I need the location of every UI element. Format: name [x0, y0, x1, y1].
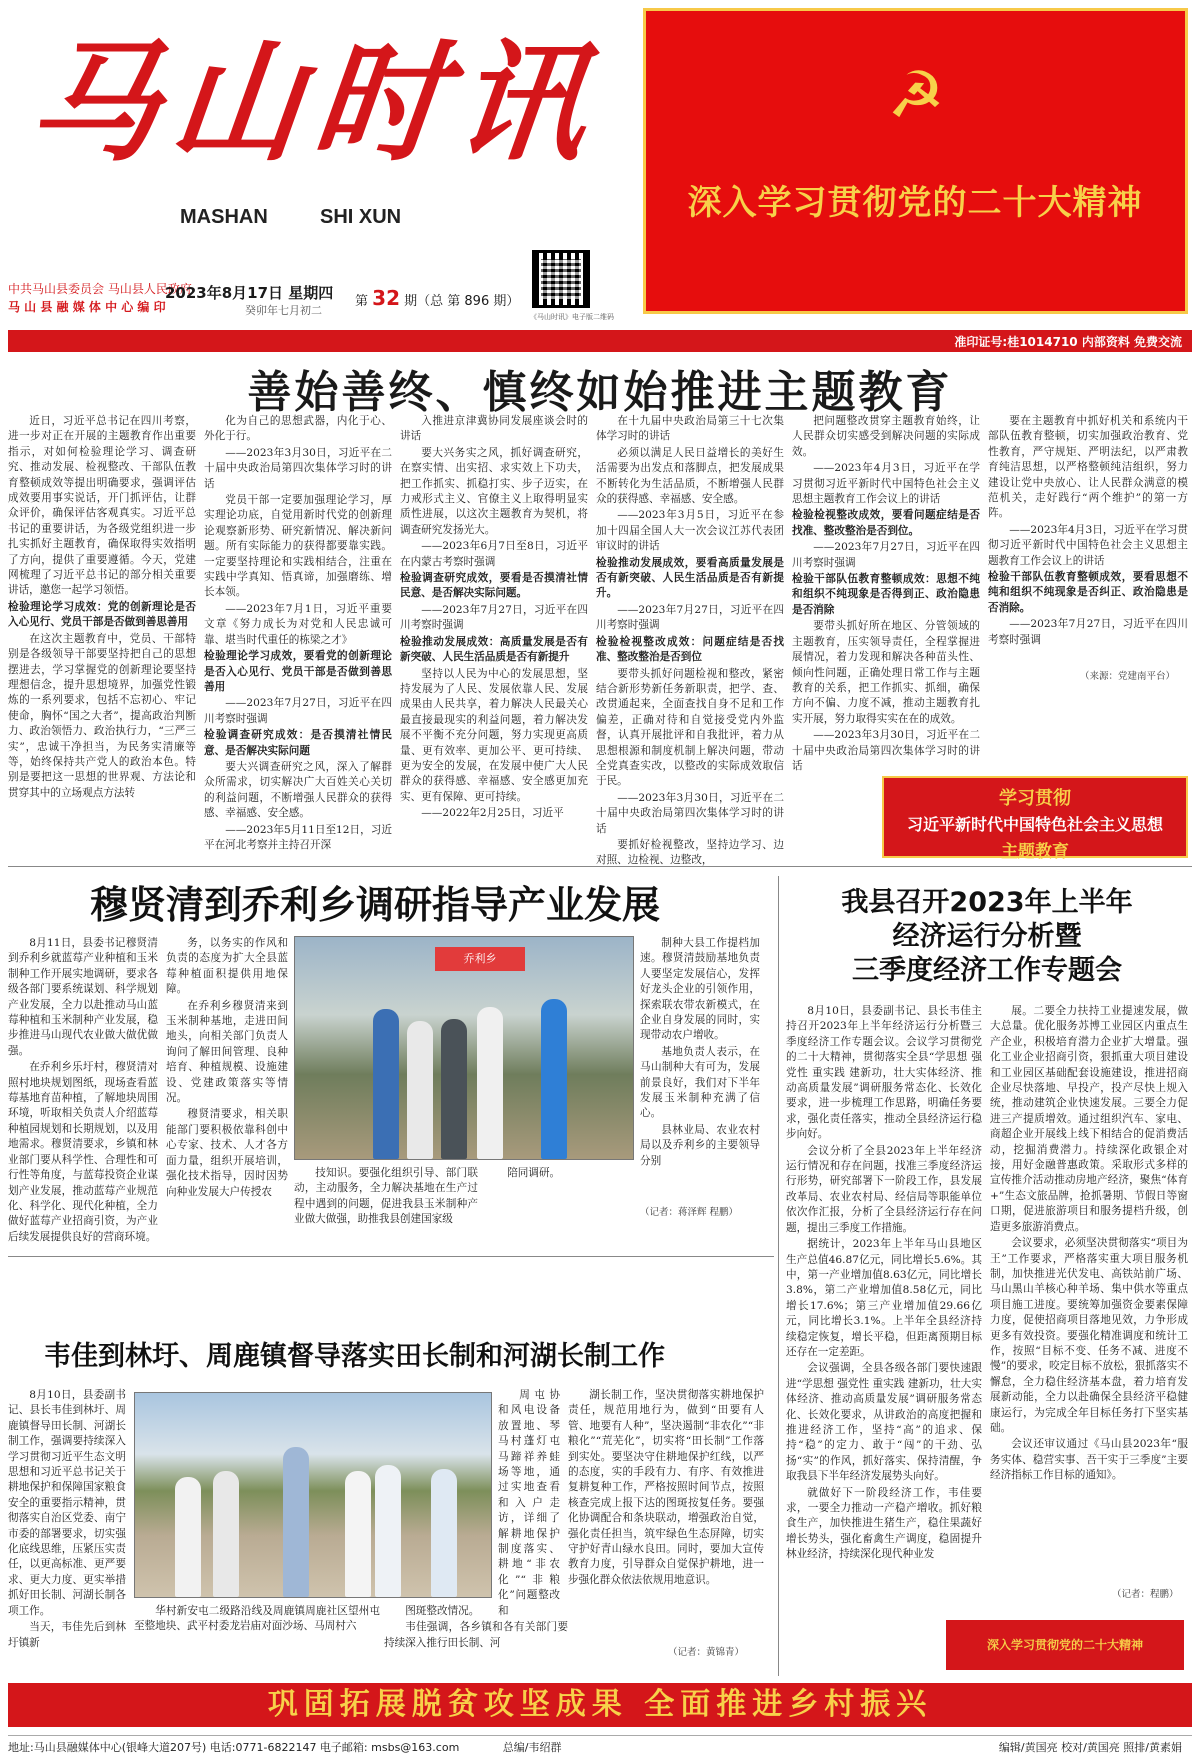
paragraph: 近日，习近平总书记在四川考察，进一步对正在开展的主题教育作出重要指示，对如何检验理论学习、调查研究、推动发展、检视整改、干部队伍教育整顿成效等提出明确要求，强调评估成效要用事实说话，开门抓评估，让群众评价，确保评估客观真实。习近平总书记的重要讲话，为各级党组织进一步扎实抓好主题教育，确保取得实效指明了方向，提供了重要遵循。今天，党建网梳理了习近平总书记的部分相关重要讲话，邀您一起学习领悟。 [8, 415, 196, 597]
paragraph: 会议还审议通过《马山县2023年“服务实体、稳营实事、吾干实于三季度”主要经济指标工作目标的通知》。 [990, 1438, 1188, 1482]
subheading: 检验干部队伍教育整顿成效，要看思想不纯和组织不纯现象是否纠正、政治隐患是否消除。 [988, 571, 1188, 614]
article4-col5 [568, 1388, 764, 1636]
article4-col4 [498, 1388, 560, 1617]
paragraph: 就做好下一阶段经济工作，韦佳要求，一要全力推动一产稳产增收。抓好粮食生产，加快推进生猪生产，稳住果蔬好增长势头，强化畜禽生产调度，稳固提升林业经济，持续深化现代种业发 [786, 1486, 982, 1561]
paragraph: ——2023年7月1日，习近平重要文章《努力成长为对党和人民忠诚可靠、堪当时代重任的栋梁之才》 [204, 602, 392, 646]
article1-col1 [8, 414, 196, 854]
article1-col4 [596, 414, 784, 867]
paragraph: 穆贤清要求，相关职能部门要积极依靠科创中心专家、技术、人才各方面力量，组织开展培训，强化技术指导，因时因势向种业发展大户传授农 [166, 1108, 288, 1198]
paragraph: ——2023年4月3日，习近平在学习贯彻习近平新时代中国特色社会主义思想主题教育工作会议上的讲话 [988, 523, 1188, 567]
paragraph: 韦佳强调，各乡镇和各有关部门要持续深入推行田长制、河 [384, 1621, 568, 1649]
article1-col2 [204, 414, 392, 854]
meta-bar-text: 准印证号:桂1014710 内部资料 免费交流 [954, 335, 1182, 349]
promo-line-1: 学习贯彻 [999, 788, 1071, 809]
paragraph: ——2022年2月25日，习近平 [421, 807, 564, 820]
issue-no: 32 [372, 286, 400, 310]
paragraph: ——2023年7月27日，习近平在四川考察时强调 [204, 697, 392, 725]
theme-education-promo[interactable] [882, 776, 1188, 862]
article3-caption: （记者：程鹏） [1112, 1589, 1179, 1600]
top-banner-slogan: 深入学习贯彻党的二十大精神 [687, 183, 1143, 223]
article4-col1 [8, 1388, 126, 1666]
article4-col2 [134, 1604, 380, 1666]
article3-headline-line1: 我县召开2023年上半年 [841, 887, 1133, 918]
paragraph: 图斑整改情况。 [405, 1605, 480, 1617]
paragraph: 会议分析了全县2023年上半年经济运行情况和存在问题，找准三季度经济运行形势，研究部署下一阶段工作，县发展改革局、农业农村局、经信局等职能单位依次作汇报，分析了全县经济运行存在问题，提出三季度工作措施。 [786, 1144, 982, 1234]
paragraph: ——2023年4月3日，习近平在学习贯彻习近平新时代中国特色社会主义思想主题教育工作会议上的讲话 [792, 462, 980, 506]
paragraph: 技知识。要强化组织引导、部门联动，主动服务，全力解决基地在生产过程中遇到的问题，促进我县玉米制种产业做大做强，助推我县创建国家级 [294, 1167, 478, 1226]
article1-headline: 善始善终、慎终如始推进主题教育 [247, 367, 953, 418]
masthead-pinyin-left: MASHAN [180, 206, 268, 228]
subheading: 检验调查研究成效，要看是否摸清社情民意、是否解决实际问题。 [400, 572, 588, 600]
qr-caption: 《马山时讯》电子版二维码 [530, 313, 614, 321]
masthead-title: 马山时讯 [22, 26, 607, 179]
article4-photo [134, 1392, 492, 1598]
paragraph: ——2023年6月7日至8日，习近平在内蒙古考察时强调 [400, 540, 588, 568]
paragraph: 在这次主题教育中，党员、干部特别是各级领导干部要坚持把自己的思想摆进去，学习掌握党的创新理论要坚持理想信念，提升思想境界，加强党性锻炼的一系列要求，包括不忘初心、牢记使命，胸怀“国之大者”，提高政治判断力、政治领悟力、政治执行力，“三严三实”，忠诚干净担当，为民务实清廉等等，始终保持共产党人的政治本色。特别是要把这一思想的世界观、方法论和贯穿其中的立场观点方法转 [8, 632, 196, 799]
paragraph: 华村新安屯二级路沿线及周鹿镇周鹿社区望州屯至整地块、武平村委龙岩庙对面沙场、马周村六 [134, 1605, 380, 1633]
paragraph: ——2023年7月27日，习近平在四川考察时强调 [988, 618, 1188, 646]
footer-address: 地址:马山县融媒体中心(银峰大道207号) 电话:0771-6822147 电子邮箱: msbs@163.com [8, 1741, 460, 1754]
paragraph: ——2023年7月27日，习近平在四川考察时强调 [792, 541, 980, 569]
top-banner [643, 8, 1188, 314]
promo-line-3: 主题教育 [1001, 842, 1069, 862]
paragraph: 要带头抓好所在地区、分管领域的主题教育，压实领导责任，全程掌握进展情况，着力发现和解决各种苗头性、倾向性问题，正确处理日常工作与主题教育的关系，把工作抓实、抓细，确保方向不偏、力度不减，推动主题教育扎实开展，努力取得实实在在的成效。 [792, 620, 980, 725]
paragraph: ——2023年3月30日，习近平在二十届中央政治局第四次集体学习时的讲话 [204, 446, 392, 490]
org-line-2: 马 山 县 融 媒 体 中 心 编 印 [8, 300, 166, 314]
paragraph: 8月10日，县委副书记、县长韦佳到林圩、周鹿镇督导田长制、河湖长制工作，强调要持续深入学习贯彻习近平生态文明思想和习近平总书记关于耕地保护和保障国家粮食安全的重要指示精神，贯彻落实自治区党委、南宁市委的部署要求，切实强化底线思维，压紧压实责任，以更高标准、更严要求、更大力度、更实举措抓好田长制、河湖长制各项工作。 [8, 1389, 126, 1617]
article4-headline: 韦佳到林圩、周鹿镇督导落实田长制和河湖长制工作 [44, 1341, 665, 1372]
article3-headline-line3: 三季度经济工作专题会 [852, 955, 1122, 986]
issue-date: 2023年8月17日 星期四 [165, 284, 334, 302]
org-line-1: 中共马山县委员会 马山县人民政府 [8, 282, 192, 296]
masthead-pinyin-right: SHI XUN [320, 206, 402, 228]
article2-col4 [486, 1166, 634, 1246]
subheading: 检验推动发展成效：高质量发展是否有新突破、人民生活品质是否有新提升 [400, 635, 588, 664]
paragraph: 湖长制工作，坚决贯彻落实耕地保护责任，规范用地行为，做到“田要有人管、地要有人种”，坚决遏制“非农化”“非粮化”“荒芜化”，切实将“田长制”工作落到实处。要坚决守住耕地保护红线，以严的态度，实的手段有力、有序、有效推进复耕复种工作，严格按照时间节点，按照核查完成上报下达的图斑按复任务。要强化协调配合和条块联动，增强政治自觉，强化责任担当，筑牢绿色生态屏障，切实守护好青山绿水良田。同时，要加大宣传教育力度，引导群众自觉保护耕地，进一步强化群众依法依规用地意识。 [568, 1389, 764, 1586]
paragraph: 化为自己的思想武器，内化于心、外化于行。 [204, 415, 392, 443]
paragraph: 陪同调研。 [507, 1167, 561, 1179]
article3-col2 [990, 1004, 1188, 1560]
paragraph: 8月10日，县委副书记、县长韦佳主持召开2023年上半年经济运行分析暨三季度经济工作专题会议。会议学习贯彻党的二十大精神，贯彻落实全县“学思想 强党性 重实践 建新功，壮大实体经济、推动高质量发展”调研服务常态化、长效化要求，进一步梳理工作思路，明确任务要求，强化责任落实，推动全县经济运行稳步向好。 [786, 1005, 982, 1141]
subheading: 检验推动发展成效，要看高质量发展是否有新突破、人民生活品质是否有新提升。 [596, 556, 784, 600]
subheading: 检验理论学习成效，要看党的创新理论是否入心见行、党员干部是否做到善思善用 [204, 650, 392, 693]
paragraph: 在乔利乡乐圩村，穆贤清对照村地块规划图纸，现场查看蓝莓基地育苗种植，了解地块周围环境，听取相关负责人介绍蓝莓种植园规划和长期规划，以及用地需求。穆贤清要求，乡镇和林业部门要从科学性、合理性和可行性等角度，与蓝莓投资企业谋划产业发展，推动蓝莓产业规范化、科学化、现代化种植，全力做好蓝莓产业招商引资，为产业后续发展提供良好的营商环境。 [8, 1061, 158, 1243]
footer-slogan-banner: 巩固拓展脱贫攻坚成果 全面推进乡村振兴 [8, 1683, 1192, 1727]
article1-col6 [988, 414, 1188, 664]
paragraph: 要带头抓好问题检视和整改，紧密结合新形势新任务新职责，把学、查、改贯通起来，全面查找自身不足和工作偏差，正确对待和自觉接受党内外监督，认真开展批评和自我批评，着力从思想根源和制度机制上解决问题，带动全党真查实改，以整改的实际成效取信于民。 [596, 667, 784, 788]
article2-photo-sign: 乔利乡 [435, 947, 525, 971]
article2-col1 [8, 936, 158, 1243]
paragraph: 县林业局、农业农村局以及乔利乡的主要领导分别 [640, 1123, 760, 1167]
paragraph: 据统计，2023年上半年马山县地区生产总值46.87亿元，同比增长5.6%。其中，第一产业增加值8.63亿元，同比增长3.8%，第二产业增加值8.58亿元，同比增长17.6%；第三产业增加值29.66亿元，同比增长3.1%。上半年全县经济持续稳定恢复，增长平稳，但距离预期目标还存在一定差距。 [786, 1238, 982, 1358]
article2-col2 [166, 936, 288, 1236]
paragraph: 务，以务实的作风和负责的态度为扩大全县蓝莓种植面积提供用地保障。 [166, 937, 288, 996]
divider [8, 1256, 774, 1257]
paragraph: ——2023年3月30日，习近平在二十届中央政治局第四次集体学习时的讲话 [792, 729, 980, 772]
promo-line-2: 习近平新时代中国特色社会主义思想 [906, 815, 1163, 834]
paragraph: 在十九届中央政治局第三十七次集体学习时的讲话 [596, 415, 784, 443]
article2-photo [294, 936, 634, 1160]
party-emblem-icon: ☭ [887, 59, 945, 133]
subheading: 检验调查研究成效：是否摸清社情民意、是否解决实际问题 [204, 729, 392, 757]
divider [8, 866, 1192, 867]
paragraph: ——2023年7月27日，习近平在四川考察时强调 [596, 603, 784, 632]
lunar-date: 癸卯年七月初二 [245, 304, 322, 317]
paragraph: 周屯协和风电设备放置地、琴马村蓬灯屯马蹄祥养蛙场等地，通过实地查看和入户走访，详细了解耕地保护制度落实、耕地“非农化”“非粮化”问题整改和 [498, 1389, 560, 1617]
subheading: 检验理论学习成效：党的创新理论是否入心见行、党员干部是否做到善思善用 [8, 600, 196, 629]
article3-col1 [786, 1004, 982, 1592]
article3-headline-line2: 经济运行分析暨 [892, 921, 1082, 952]
paragraph: 把问题整改贯穿主题教育始终，让人民群众切实感受到解决问题的实际成效。 [792, 415, 980, 458]
article2-caption: （记者：蒋泽辉 程鹏） [640, 1207, 739, 1218]
article1-source: （来源：党建南平台） [1080, 671, 1176, 682]
qr-code-icon[interactable] [532, 250, 590, 308]
article2-headline: 穆贤清到乔利乡调研指导产业发展 [90, 883, 661, 927]
paragraph: 8月11日，县委书记穆贤清到乔利乡就蓝莓产业种植和玉米制种工作开展实地调研，要求各级各部门要系统谋划、科学规划产业发展，全力以赴推动马山蓝莓种植和玉米制种产业发展，稳步推进马山现代农业做大做优做强。 [8, 937, 158, 1057]
paragraph: 会议要求，必须坚决贯彻落实“项目为王”工作要求，严格落实重大项目服务机制，加快推进光伏发电、高铁站前广场、马山黑山羊核心种羊场、集中供水等重点项目施工进度。要统筹加强资金要素保障力度，促使招商项目落地见效，力争形成更多有效投资。要强化精准调度和统计工作，按照“目标不变、任务不减、进度不慢”的要求，咬定目标不放松，狠抓落实不懈怠，全力稳住经济基本盘，着力培育发展新动能，全力以赴确保全县经济平稳健康运行，为完成全年目标任务打下坚实基础。 [990, 1237, 1188, 1434]
issue-number [355, 286, 519, 310]
article2-col5 [640, 936, 760, 1176]
footer-editor: 总编/韦绍群 [502, 1741, 562, 1754]
subheading: 检验检视整改成效：问题症结是否找准、整改整治是否到位 [596, 635, 784, 664]
vertical-divider [778, 876, 779, 1676]
paragraph: 当天，韦佳先后到林圩镇新 [8, 1621, 126, 1649]
paragraph: ——2023年3月5日，习近平在参加十四届全国人大一次会议江苏代表团审议时的讲话 [596, 509, 784, 553]
paragraph: 入推进京津冀协同发展座谈会时的讲话 [400, 415, 588, 443]
article3-badge: 深入学习贯彻党的二十大精神 [946, 1620, 1184, 1670]
issue-prefix: 第 [355, 294, 369, 309]
paragraph: 要大兴调查研究之风，深入了解群众所需求，切实解决广大百姓关心关切的利益问题，不断增强人民群众的获得感、幸福感、安全感。 [204, 760, 392, 820]
subheading: 检验干部队伍教育整顿成效：思想不纯和组织不纯现象是否得到正、政治隐患是否消除 [792, 573, 980, 616]
paragraph: ——2023年5月11日至12日，习近平在河北考察并主持召开深 [204, 823, 392, 851]
paragraph: 在乔利乡穆贤清来到玉米制种基地，走进田间地头，向相关部门负责人询问了解田间管理、良种培育、种植规模、设施建设、党建政策落实等情况。 [166, 999, 288, 1105]
paragraph: 坚持以人民为中心的发展思想，坚持发展为了人民、发展依靠人民、发展成果由人民共享，着力解决人民最关心最直接最现实的利益问题，着力解决发展不平衡不充分问题，努力实现更高质量、更有效率、更加公平、更可持续、更为安全的发展，在发展中使广大人民群众的获得感、幸福感、安全感更加充实、更有保障、更可持续。 [400, 667, 588, 803]
issue-suffix: 期（总 第 896 期） [404, 294, 520, 309]
article2-col3 [294, 1166, 478, 1246]
paragraph: 要抓好检视整改，坚持边学习、边对照、边检视、边整改， [596, 838, 784, 867]
paragraph: 必须以满足人民日益增长的美好生活需要为出发点和落脚点，把发展成果不断转化为生活品质，不断增强人民群众的获得感、幸福感、安全感。 [596, 446, 784, 506]
article1-col3 [400, 414, 588, 854]
article4-caption: （记者：黄锦青） [668, 1647, 745, 1658]
paragraph: 要在主题教育中抓好机关和系统内干部队伍教育整顿，切实加强政治教育、党性教育，严守规矩、严明法纪，以严肃教育纯洁思想，以严格整顿纯洁组织，努力建设让党中央放心、让人民群众满意的模范机关，走好践行“两个维护”的第一方阵。 [988, 415, 1188, 520]
paragraph: 制种大县工作提档加速。穆贤清鼓励基地负责人要坚定发展信心，发挥好龙头企业的引领作用，探索联农带农新模式，在企业自身发展的同时，实现带动农户增收。 [640, 937, 760, 1042]
article3-headline [786, 886, 1188, 988]
footer [8, 1735, 1192, 1755]
paragraph: ——2023年7月27日，习近平在四川考察时强调 [400, 603, 588, 632]
paragraph: 党员干部一定要加强理论学习，厚实理论功底，自觉用新时代党的创新理论观察新形势、研究新情况、解决新问题。所有实际能力的获得都要靠实践。一定要坚持理论和实践相结合，注重在实践中学真知、悟真谛，加强磨练、增长本领。 [204, 494, 392, 599]
paragraph: 会议强调，全县各级各部门要快速跟进“学思想 强党性 重实践 建新功，壮大实体经济、推动高质量发展”调研服务常态化、长效化要求，从讲政治的高度把握和推进经济工作，坚持“高”的追求、保持“稳”的定力、敢于“闯”的干劲、弘扬“实”的作风，抓好落实、保持清醒，争取我县下半年经济发展势头向好。 [786, 1362, 982, 1483]
paragraph: 基地负责人表示，在马山制种大有可为，发展前景良好，我们对下半年发展玉米制种充满了信心。 [640, 1045, 760, 1120]
paragraph: 展。二要全力扶持工业提速发展，做大总量。优化服务苏博工业园区内重点生产企业，积极培育潜力企业扩大增量。强化工业企业招商引资，狠抓重大项目建设和工业园区基础配套设施建设，推进招商企业尽快落地、早投产，投产尽快上规入统，推动建筑企业快速发展。三要全力促进三产提质增效。通过组织汽车、家电、商超企业开展线上线下相结合的促消费活动，挖掘消费潜力。持续深化政银企对接，用好金融普惠政策。采取形式多样的宣传推介活动推动房地产经济，聚焦“体育+”生态文旅品牌，抢抓暑期、节假日等窗口期，促进旅游项目和服务提档升级，创造更多旅游消费点。 [990, 1005, 1188, 1233]
paragraph: ——2023年3月30日，习近平在二十届中央政治局第四次集体学习时的讲话 [596, 791, 784, 835]
footer-staff: 编辑/黄国亮 校对/黄国亮 照排/黄素娟 [998, 1741, 1182, 1754]
paragraph: 要大兴务实之风，抓好调查研究，在察实情、出实招、求实效上下功夫，把工作抓实、抓稳打实、步子迈实，在力戒形式主义、官僚主义上取得明显实质性进展，以这次主题教育为契机，将调查研究发扬光大。 [400, 446, 588, 536]
subheading: 检验检视整改成效，要看问题症结是否找准、整改整治是否到位。 [792, 509, 980, 537]
